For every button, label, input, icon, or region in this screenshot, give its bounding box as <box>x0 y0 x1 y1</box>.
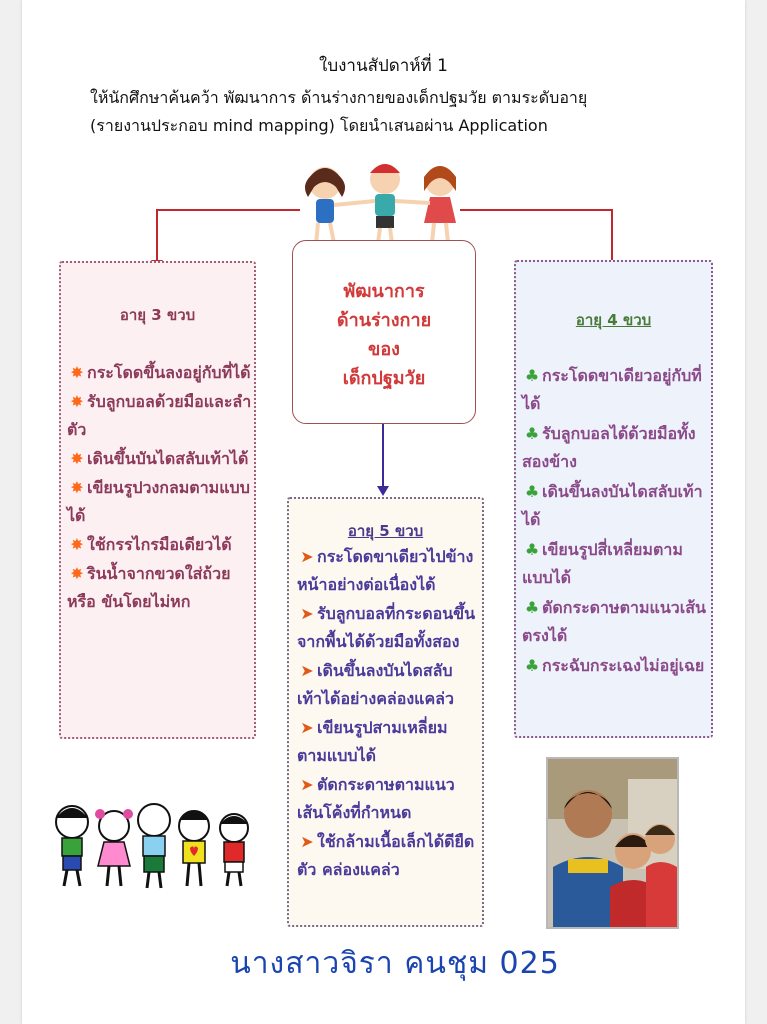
list-item <box>67 388 253 444</box>
student-photo-image <box>548 759 677 927</box>
central-topic-box <box>292 240 476 424</box>
worksheet-title: ใบงานสัปดาห์ที่ 1 <box>319 56 448 76</box>
list-item <box>67 474 253 530</box>
list-item-text: รับลูกบอลได้ด้วยมือทั้งสองข้าง <box>522 424 696 471</box>
student-photo <box>546 757 679 929</box>
list-item <box>522 594 708 650</box>
list-item-text: ใช้กรรไกรมือเดียวได้ <box>87 535 232 554</box>
list-item-text: เขียนรูปวงกลมตามแบบได้ <box>67 478 250 525</box>
list-item <box>297 714 477 770</box>
list-item <box>67 445 253 473</box>
list-item-text: กระโดดขาเดียวอยู่กับที่ได้ <box>522 366 702 413</box>
central-topic-line: พัฒนาการ <box>343 281 425 302</box>
clover-icon: ♣ <box>524 540 540 559</box>
list-item <box>297 657 477 713</box>
clover-icon: ♣ <box>524 424 540 443</box>
list-item-text: กระโดดขาเดียวไปข้างหน้าอย่างต่อเนื่องได้ <box>297 547 474 594</box>
student-signature: นางสาวจิรา คนชุม 025 <box>230 946 560 981</box>
list-item <box>67 359 253 387</box>
list-item <box>522 362 708 418</box>
list-item <box>297 543 477 599</box>
clover-icon: ♣ <box>524 598 540 617</box>
list-item <box>522 536 708 592</box>
list-item <box>67 531 253 559</box>
list-item <box>522 478 708 534</box>
list-item <box>297 600 477 656</box>
burst-icon: ✸ <box>70 392 84 411</box>
list-item-text: เดินขึ้นบันไดสลับเท้าได้ <box>87 449 249 468</box>
runner-icon: ➤ <box>300 604 314 623</box>
age-4-title: อายุ 4 ขวบ <box>575 311 652 329</box>
list-item-text: กระโดดขึ้นลงอยู่กับที่ได้ <box>87 363 251 382</box>
runner-icon: ➤ <box>300 718 314 737</box>
list-item-text: เดินขึ้นลงบันไดสลับเท้าได้อย่างคล่องแคล่ว <box>297 661 454 708</box>
age-5-list <box>297 543 477 885</box>
clover-icon: ♣ <box>524 482 540 501</box>
age-5-title: อายุ 5 ขวบ <box>347 522 424 540</box>
children-illustration-bottom <box>42 800 258 895</box>
age-3-list <box>67 359 253 617</box>
central-topic-line: เด็กปฐมวัย <box>342 368 426 389</box>
list-item-text: กระฉับกระเฉงไม่อยู่เฉย <box>542 656 705 675</box>
runner-icon: ➤ <box>300 832 314 851</box>
runner-icon: ➤ <box>300 661 314 680</box>
central-topic-line: ด้านร่างกาย <box>336 310 432 331</box>
clover-icon: ♣ <box>524 366 540 385</box>
clover-icon: ♣ <box>524 656 540 675</box>
list-item-text: เขียนรูปสามเหลี่ยมตามแบบได้ <box>297 718 448 765</box>
list-item-text: รับลูกบอลด้วยมือและลำตัว <box>67 392 252 439</box>
list-item-text: ตัดกระดาษตามแนวเส้นโค้งที่กำหนด <box>297 775 455 822</box>
burst-icon: ✸ <box>70 535 84 554</box>
list-item <box>522 420 708 476</box>
burst-icon: ✸ <box>70 564 84 583</box>
list-item <box>297 771 477 827</box>
list-item <box>297 828 477 884</box>
list-item-text: เดินขึ้นลงบันไดสลับเท้าได้ <box>522 482 703 529</box>
list-item-text: เขียนรูปสี่เหลี่ยมตามแบบได้ <box>522 540 683 587</box>
list-item <box>522 652 708 680</box>
age-4-box <box>514 260 713 738</box>
age-4-list <box>522 362 708 682</box>
list-item-text: ใช้กล้ามเนื้อเล็กได้ดียืดตัว คล่องแคล่ว <box>297 832 475 879</box>
list-item-text: ตัดกระดาษตามแนวเส้นตรงได้ <box>522 598 706 645</box>
list-item-text: รินน้ำจากขวดใส่ถ้วยหรือ ขันโดยไม่หก <box>67 564 231 611</box>
burst-icon: ✸ <box>70 449 84 468</box>
burst-icon: ✸ <box>70 478 84 497</box>
runner-icon: ➤ <box>300 775 314 794</box>
runner-icon: ➤ <box>300 547 314 566</box>
instruction-line-1: ให้นักศึกษาค้นคว้า พัฒนาการ ด้านร่างกายของเด็กปฐมวัย ตามระดับอายุ <box>90 88 588 107</box>
burst-icon: ✸ <box>70 363 84 382</box>
list-item-text: รับลูกบอลที่กระดอนขึ้นจากพื้นได้ด้วยมือทั้งสอง <box>297 604 476 651</box>
age-3-box <box>59 261 256 739</box>
list-item <box>67 560 253 616</box>
instruction-line-2: (รายงานประกอบ mind mapping) โดยนำเสนอผ่าน Application <box>90 116 548 135</box>
central-topic-line: ของ <box>368 339 400 360</box>
central-topic-text <box>293 277 475 393</box>
age-5-box <box>287 497 484 927</box>
age-3-title: อายุ 3 ขวบ <box>119 306 196 324</box>
